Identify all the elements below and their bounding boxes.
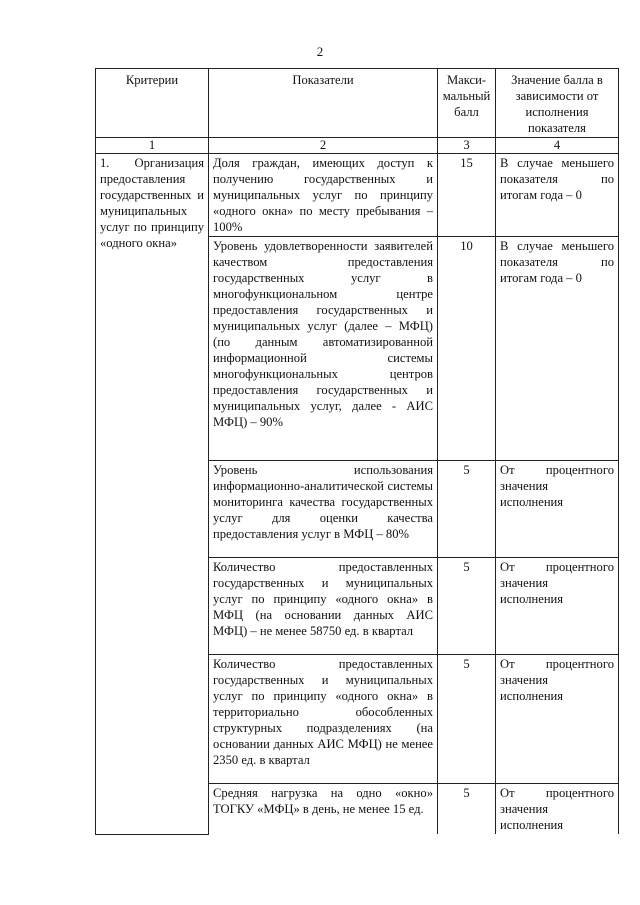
indicator-cell: Количество предоставленных государственных и муниципальных услуг по принципу «одного окна» в МФЦ (на основании данных АИС МФЦ) – не менее 58750 ед. в квартал <box>209 558 438 655</box>
column-number: 3 <box>438 138 496 154</box>
header-row <box>96 69 619 138</box>
score-value-cell: В случае меньшего показателя по итогам года – 0 <box>496 237 619 461</box>
column-number: 2 <box>209 138 438 154</box>
table-row <box>96 154 619 237</box>
score-value-cell: От процентного значения исполнения <box>496 655 619 784</box>
max-score-cell: 15 <box>438 154 496 237</box>
header-score-value: Значение балла в зависимости от исполнения показателя <box>496 69 619 138</box>
header-criteria: Критерии <box>96 69 209 138</box>
indicator-cell: Средняя нагрузка на одно «окно» ТОГКУ «МФЦ» в день, не менее 15 ед. <box>209 784 438 835</box>
score-value-cell: От процентного значения исполнения <box>496 784 619 835</box>
header-max-score: Макси-мальный балл <box>438 69 496 138</box>
column-number-row <box>96 138 619 154</box>
score-value-cell: От процентного значения исполнения <box>496 461 619 558</box>
criteria-table <box>95 68 619 835</box>
page-number: 2 <box>316 44 324 59</box>
column-number: 1 <box>96 138 209 154</box>
criterion-cell: 1. Организация предоставления государственных и муниципальных услуг по принципу «одного окна» <box>96 154 209 835</box>
max-score-cell: 5 <box>438 784 496 835</box>
indicator-cell: Количество предоставленных государственных и муниципальных услуг по принципу «одного окна» в территориально обособленных структурных подразделениях (на основании данных АИС МФЦ) не менее 2350 ед. в квартал <box>209 655 438 784</box>
column-number: 4 <box>496 138 619 154</box>
score-value-cell: В случае меньшего показателя по итогам года – 0 <box>496 154 619 237</box>
score-value-cell: От процентного значения исполнения <box>496 558 619 655</box>
indicator-cell: Уровень удовлетворенности заявителей качеством предоставления государственных услуг в многофункциональном центре предоставления государственных и муниципальных услуг (далее – МФЦ) (по данным автоматизированной информационной системы многофункциональных центров предоставления государственных и муниципальных услуг, далее - АИС МФЦ) – 90% <box>209 237 438 461</box>
max-score-cell: 5 <box>438 558 496 655</box>
indicator-cell: Уровень использования информационно-аналитической системы мониторинга качества государственных услуг для оценки качества предоставления услуг в МФЦ – 80% <box>209 461 438 558</box>
max-score-cell: 5 <box>438 655 496 784</box>
header-indicators: Показатели <box>209 69 438 138</box>
indicator-cell: Доля граждан, имеющих доступ к получению государственных и муниципальных услуг по принципу «одного окна» по месту пребывания – 100% <box>209 154 438 237</box>
max-score-cell: 10 <box>438 237 496 461</box>
max-score-cell: 5 <box>438 461 496 558</box>
